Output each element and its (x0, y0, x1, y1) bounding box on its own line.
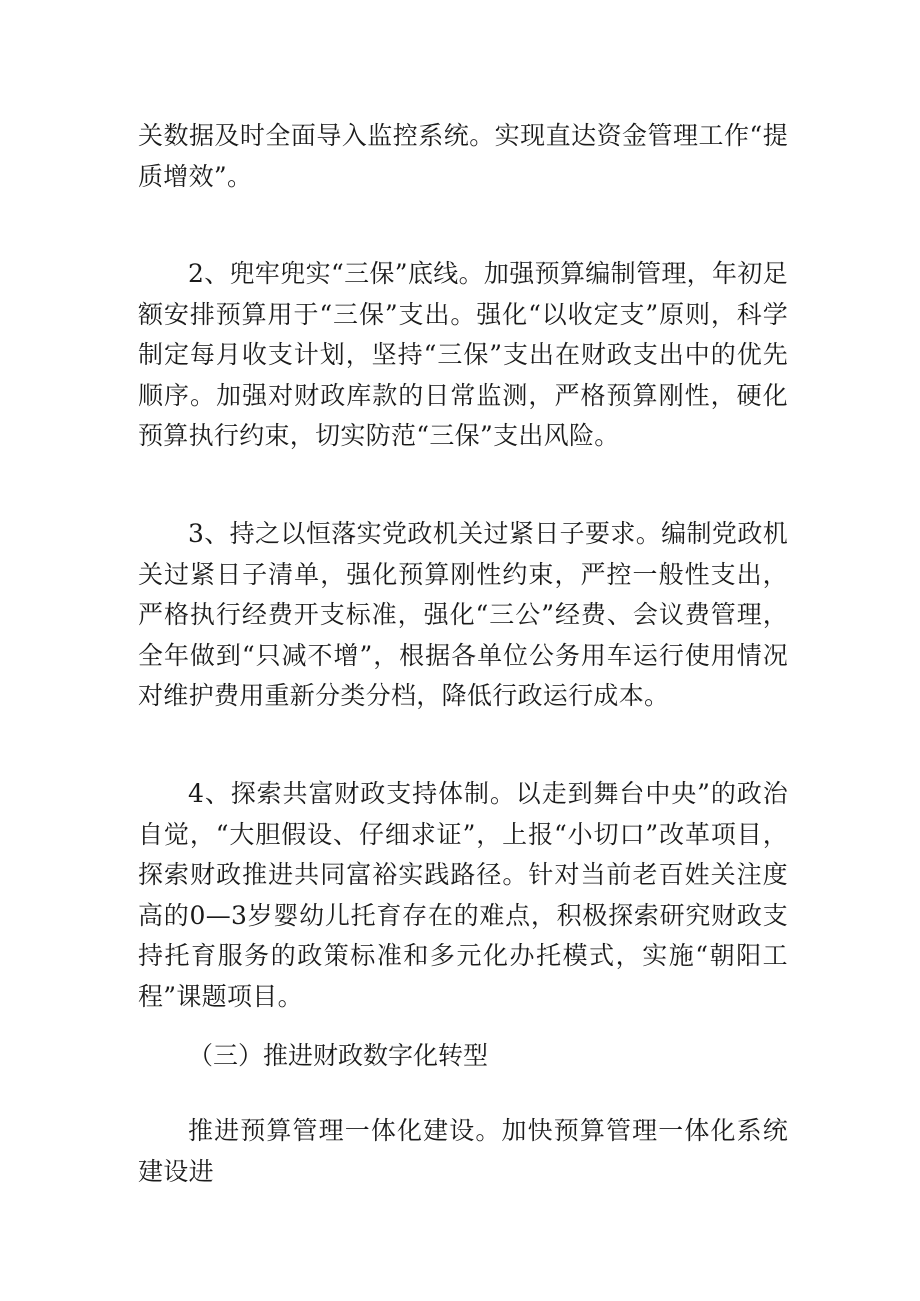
paragraph-item-4: 4、探索共富财政支持体制。以走到舞台中央”的政治自觉，“大胆假设、仔细求证”，上报“小切口”改革项目，探索财政推进共同富裕实践路径。针对当前老百姓关注度高的0—3岁婴幼儿托育存在的难点，积极探索研究财政支持托育服务的政策标准和多元化办托模式，实施“朝阳工程”课题项目。 (138, 779, 788, 1011)
section-heading-3: （三）推进财政数字化转型 (188, 1041, 489, 1070)
paragraph-continuation: 关数据及时全面导入监控系统。实现直达资金管理工作“提质增效”。 (138, 121, 788, 191)
paragraph-budget-integration: 推进预算管理一体化建设。加快预算管理一体化系统建设进 (138, 1116, 788, 1186)
paragraph-item-3: 3、持之以恒落实党政机关过紧日子要求。编制党政机关过紧日子清单，强化预算刚性约束，严控一般性支出，严格执行经费开支标准，强化“三公”经费、会议费管理，全年做到“只减不增”，根据各单位公务用车运行使用情况对维护费用重新分类分档，降低行政运行成本。 (138, 519, 788, 710)
paragraph-item-2: 2、兜牢兜实“三保”底线。加强预算编制管理，年初足额安排预算用于“三保”支出。强化“以收定支”原则，科学制定每月收支计划，坚持“三保”支出在财政支出中的优先顺序。加强对财政库款的日常监测，严格预算刚性，硬化预算执行约束，切实防范“三保”支出风险。 (138, 259, 788, 450)
